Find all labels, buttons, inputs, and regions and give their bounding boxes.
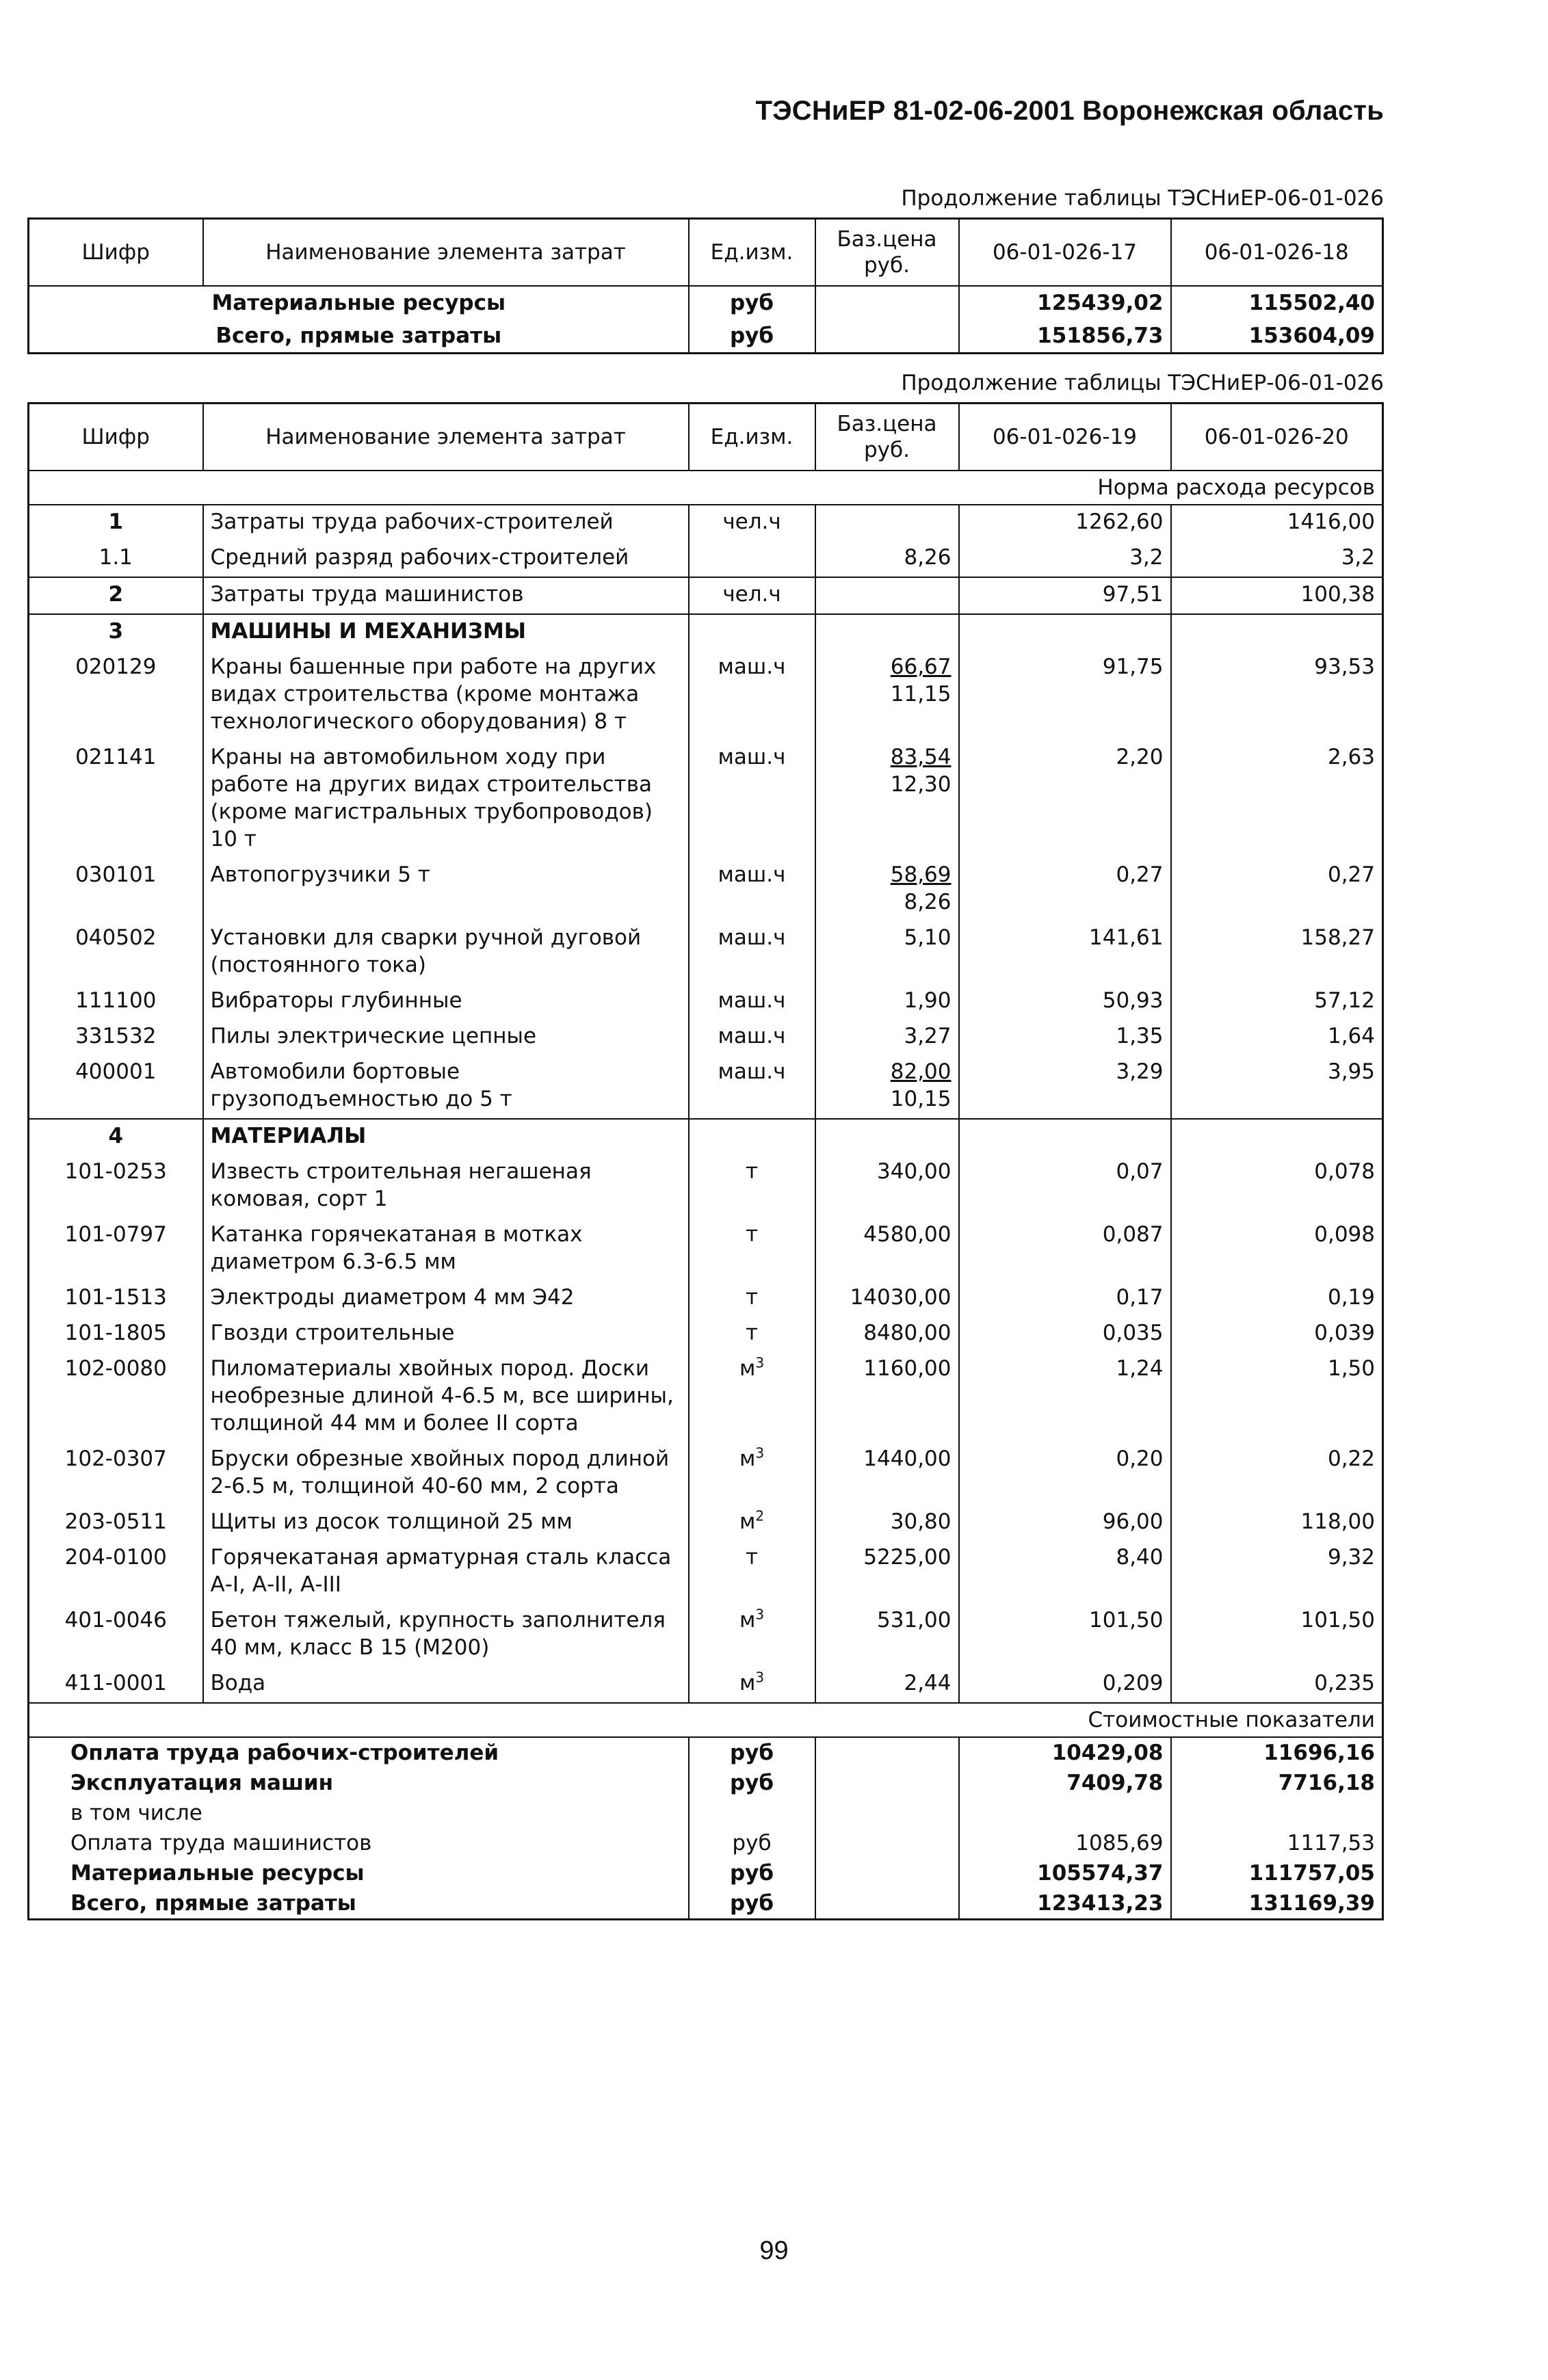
row-unit-superscript: 3 xyxy=(755,1669,765,1686)
row-value-b xyxy=(1171,614,1383,650)
row-price-value: 82,00 xyxy=(890,1059,952,1084)
cost-row-name: Эксплуатация машин xyxy=(29,1768,689,1798)
row-value-b: 115502,40 xyxy=(1171,286,1383,319)
cost-row-unit xyxy=(689,1798,815,1828)
row-unit xyxy=(689,541,815,577)
row-code: 401-0046 xyxy=(29,1604,203,1667)
cost-row-price xyxy=(815,1737,959,1768)
row-price-value: 2,44 xyxy=(904,1671,952,1695)
table-row xyxy=(29,1541,1383,1604)
cost-section-label: Стоимостные показатели xyxy=(29,1703,1383,1737)
row-code: 1 xyxy=(29,505,203,541)
row-price xyxy=(815,741,959,858)
document-title: ТЭСНиЕР 81-02-06-2001 Воронежская область xyxy=(755,96,1384,126)
row-code: 101-0253 xyxy=(29,1155,203,1218)
row-price-secondary: 8,26 xyxy=(904,890,952,914)
page-number: 99 xyxy=(759,2236,789,2265)
row-code: 1.1 xyxy=(29,541,203,577)
row-name: Затраты труда машинистов xyxy=(203,577,689,614)
row-unit-text: м xyxy=(739,1608,756,1632)
row-value-b: 0,039 xyxy=(1171,1317,1383,1352)
table-row xyxy=(29,286,1383,319)
row-value-a: 1262,60 xyxy=(959,505,1171,541)
row-value-a: 0,20 xyxy=(959,1442,1171,1505)
row-value-b: 118,00 xyxy=(1171,1505,1383,1541)
row-code: 020129 xyxy=(29,650,203,741)
row-price xyxy=(815,1604,959,1667)
row-price xyxy=(815,1119,959,1155)
row-code: 203-0511 xyxy=(29,1505,203,1541)
table-row xyxy=(29,1020,1383,1055)
row-price xyxy=(815,858,959,921)
table-row xyxy=(29,1218,1383,1281)
row-value-a: 141,61 xyxy=(959,921,1171,984)
row-code: 102-0307 xyxy=(29,1442,203,1505)
table-row xyxy=(29,1055,1383,1119)
row-unit-text: маш.ч xyxy=(718,654,786,679)
row-name: Затраты труда рабочих-строителей xyxy=(203,505,689,541)
cost-row-value-a: 1085,69 xyxy=(959,1828,1171,1858)
row-unit xyxy=(689,1281,815,1317)
row-name: Всего, прямые затраты xyxy=(29,319,689,354)
cost-row xyxy=(29,1737,1383,1768)
table-row xyxy=(29,1667,1383,1703)
row-price xyxy=(815,319,959,354)
row-value-b xyxy=(1171,1119,1383,1155)
cost-row xyxy=(29,1798,1383,1828)
row-price xyxy=(815,286,959,319)
cost-row-value-a: 7409,78 xyxy=(959,1768,1171,1798)
row-unit: руб xyxy=(689,319,815,354)
cost-row-value-b xyxy=(1171,1798,1383,1828)
row-value-b: 57,12 xyxy=(1171,984,1383,1020)
row-code: 030101 xyxy=(29,858,203,921)
row-value-b: 0,19 xyxy=(1171,1281,1383,1317)
row-code: 2 xyxy=(29,577,203,614)
row-value-b: 0,22 xyxy=(1171,1442,1383,1505)
row-price xyxy=(815,1442,959,1505)
cost-row-value-b: 11696,16 xyxy=(1171,1737,1383,1768)
row-value-a: 151856,73 xyxy=(959,319,1171,354)
cost-row-unit: руб xyxy=(689,1888,815,1920)
cost-row-name: Материальные ресурсы xyxy=(29,1858,689,1888)
row-value-a: 96,00 xyxy=(959,1505,1171,1541)
row-code: 3 xyxy=(29,614,203,650)
row-price xyxy=(815,650,959,741)
row-unit-superscript: 2 xyxy=(755,1507,765,1524)
cost-row xyxy=(29,1768,1383,1798)
row-value-b: 153604,09 xyxy=(1171,319,1383,354)
row-code: 111100 xyxy=(29,984,203,1020)
row-value-b: 100,38 xyxy=(1171,577,1383,614)
row-unit-text: т xyxy=(745,1545,759,1570)
row-value-b: 0,235 xyxy=(1171,1667,1383,1703)
row-unit-text: м xyxy=(739,1671,756,1695)
row-unit-text: т xyxy=(745,1222,759,1247)
row-value-b: 158,27 xyxy=(1171,921,1383,984)
row-code: 101-1805 xyxy=(29,1317,203,1352)
row-unit xyxy=(689,1218,815,1281)
row-unit xyxy=(689,1541,815,1604)
row-price-value: 30,80 xyxy=(890,1509,952,1534)
table1 xyxy=(27,217,1384,354)
row-name: МАШИНЫ И МЕХАНИЗМЫ xyxy=(203,614,689,650)
cost-row-value-a: 10429,08 xyxy=(959,1737,1171,1768)
row-unit-text: маш.ч xyxy=(718,1024,786,1048)
row-code: 040502 xyxy=(29,921,203,984)
table-row xyxy=(29,741,1383,858)
cost-row-value-b: 131169,39 xyxy=(1171,1888,1383,1920)
row-value-b: 0,078 xyxy=(1171,1155,1383,1218)
table-row xyxy=(29,1317,1383,1352)
row-name: Автопогрузчики 5 т xyxy=(203,858,689,921)
row-unit-text: маш.ч xyxy=(718,988,786,1013)
row-unit xyxy=(689,1119,815,1155)
row-value-a: 8,40 xyxy=(959,1541,1171,1604)
cost-row-name: Оплата труда рабочих-строителей xyxy=(29,1737,689,1768)
row-unit xyxy=(689,1055,815,1119)
row-unit xyxy=(689,650,815,741)
cost-row-unit: руб xyxy=(689,1737,815,1768)
row-value-a: 0,07 xyxy=(959,1155,1171,1218)
cost-row-value-a: 105574,37 xyxy=(959,1858,1171,1888)
row-unit-text: м xyxy=(739,1356,756,1381)
table-row xyxy=(29,1604,1383,1667)
row-name: Вибраторы глубинные xyxy=(203,984,689,1020)
col-price-header: Баз.цена руб. xyxy=(815,404,959,471)
cost-row xyxy=(29,1858,1383,1888)
row-unit xyxy=(689,858,815,921)
col-a-header: 06-01-026-17 xyxy=(959,219,1171,287)
cost-row-unit: руб xyxy=(689,1858,815,1888)
row-price xyxy=(815,505,959,541)
row-price-value: 5225,00 xyxy=(863,1545,952,1570)
row-unit xyxy=(689,741,815,858)
row-unit xyxy=(689,921,815,984)
row-value-b: 1,50 xyxy=(1171,1352,1383,1442)
row-value-b: 3,2 xyxy=(1171,541,1383,577)
col-name-header: Наименование элемента затрат xyxy=(203,219,689,287)
row-unit xyxy=(689,1667,815,1703)
row-value-b: 2,63 xyxy=(1171,741,1383,858)
row-price-secondary: 10,15 xyxy=(890,1087,952,1111)
cost-row-price xyxy=(815,1828,959,1858)
table1-header-row xyxy=(29,219,1383,287)
cost-row-price xyxy=(815,1768,959,1798)
row-name: Материальные ресурсы xyxy=(29,286,689,319)
row-price-value: 5,10 xyxy=(904,925,952,950)
row-price xyxy=(815,1317,959,1352)
row-price-secondary: 12,30 xyxy=(890,772,952,797)
norm-section-row xyxy=(29,471,1383,505)
cost-row-name: в том числе xyxy=(29,1798,689,1828)
cost-section-row xyxy=(29,1703,1383,1737)
row-name: Щиты из досок толщиной 25 мм xyxy=(203,1505,689,1541)
row-value-a: 0,087 xyxy=(959,1218,1171,1281)
row-price-value: 66,67 xyxy=(890,654,952,679)
table-row xyxy=(29,921,1383,984)
row-price xyxy=(815,1218,959,1281)
row-price xyxy=(815,1667,959,1703)
row-unit xyxy=(689,1020,815,1055)
row-unit-text: маш.ч xyxy=(718,1059,786,1084)
row-unit-text: т xyxy=(745,1321,759,1345)
row-unit-text: т xyxy=(745,1159,759,1184)
row-price xyxy=(815,1155,959,1218)
row-price xyxy=(815,1352,959,1442)
row-unit xyxy=(689,984,815,1020)
row-unit xyxy=(689,614,815,650)
row-name: Электроды диаметром 4 мм Э42 xyxy=(203,1281,689,1317)
col-price-header: Баз.цена руб. xyxy=(815,219,959,287)
row-value-a: 101,50 xyxy=(959,1604,1171,1667)
row-unit xyxy=(689,505,815,541)
table-row xyxy=(29,541,1383,577)
table-row xyxy=(29,577,1383,614)
cost-row xyxy=(29,1888,1383,1920)
table-row xyxy=(29,319,1383,354)
row-unit xyxy=(689,577,815,614)
row-value-a xyxy=(959,1119,1171,1155)
table1-continuation-caption: Продолжение таблицы ТЭСНиЕР-06-01-026 xyxy=(901,186,1384,211)
row-unit: руб xyxy=(689,286,815,319)
row-price xyxy=(815,1020,959,1055)
row-value-a: 50,93 xyxy=(959,984,1171,1020)
row-price-value: 83,54 xyxy=(890,745,952,769)
row-code: 021141 xyxy=(29,741,203,858)
table-row xyxy=(29,984,1383,1020)
table2-continuation-caption: Продолжение таблицы ТЭСНиЕР-06-01-026 xyxy=(901,371,1384,395)
row-price xyxy=(815,984,959,1020)
row-name: Вода xyxy=(203,1667,689,1703)
row-unit-text: маш.ч xyxy=(718,745,786,769)
row-value-a: 125439,02 xyxy=(959,286,1171,319)
row-value-a: 1,35 xyxy=(959,1020,1171,1055)
row-name: Катанка горячекатаная в мотках диаметром 6.3-6.5 мм xyxy=(203,1218,689,1281)
row-unit-superscript: 3 xyxy=(755,1606,765,1623)
row-value-a: 1,24 xyxy=(959,1352,1171,1442)
row-price-value: 1160,00 xyxy=(863,1356,952,1381)
cost-row-value-b: 1117,53 xyxy=(1171,1828,1383,1858)
row-name: Бетон тяжелый, крупность заполнителя 40 мм, класс В 15 (М200) xyxy=(203,1604,689,1667)
row-price-value: 14030,00 xyxy=(850,1285,952,1310)
row-code: 101-0797 xyxy=(29,1218,203,1281)
cost-row-value-a xyxy=(959,1798,1171,1828)
cost-row-unit: руб xyxy=(689,1828,815,1858)
table-row xyxy=(29,505,1383,541)
table-row xyxy=(29,1281,1383,1317)
cost-row-value-b: 111757,05 xyxy=(1171,1858,1383,1888)
col-code-header: Шифр xyxy=(29,404,203,471)
row-price xyxy=(815,577,959,614)
row-unit-superscript: 3 xyxy=(755,1444,765,1462)
row-price xyxy=(815,541,959,577)
row-unit-text: чел.ч xyxy=(722,510,781,534)
row-name: Пиломатериалы хвойных пород. Доски необрезные длиной 4-6.5 м, все ширины, толщиной 44 мм и более II сорта xyxy=(203,1352,689,1442)
row-value-a: 91,75 xyxy=(959,650,1171,741)
row-value-a: 97,51 xyxy=(959,577,1171,614)
row-name: Краны на автомобильном ходу при работе на других видах строительства (кроме магистральных трубопроводов) 10 т xyxy=(203,741,689,858)
row-unit xyxy=(689,1442,815,1505)
row-value-a xyxy=(959,614,1171,650)
row-name: Гвозди строительные xyxy=(203,1317,689,1352)
row-price xyxy=(815,1055,959,1119)
row-name: Пилы электрические цепные xyxy=(203,1020,689,1055)
table-row xyxy=(29,650,1383,741)
row-price xyxy=(815,614,959,650)
row-code: 400001 xyxy=(29,1055,203,1119)
table-row xyxy=(29,1505,1383,1541)
row-value-b: 93,53 xyxy=(1171,650,1383,741)
row-name: Горячекатаная арматурная сталь класса А-I, А-II, А-III xyxy=(203,1541,689,1604)
cost-row-unit: руб xyxy=(689,1768,815,1798)
row-unit-text: м xyxy=(739,1509,756,1534)
col-unit-header: Ед.изм. xyxy=(689,219,815,287)
row-value-b: 1416,00 xyxy=(1171,505,1383,541)
row-value-b: 0,27 xyxy=(1171,858,1383,921)
row-price xyxy=(815,921,959,984)
table-row xyxy=(29,1442,1383,1505)
row-price-value: 4580,00 xyxy=(863,1222,952,1247)
table2-header-row xyxy=(29,404,1383,471)
col-name-header: Наименование элемента затрат xyxy=(203,404,689,471)
row-unit-text: т xyxy=(745,1285,759,1310)
cost-row-name: Оплата труда машинистов xyxy=(29,1828,689,1858)
row-unit-text: чел.ч xyxy=(722,582,781,607)
cost-row-value-b: 7716,18 xyxy=(1171,1768,1383,1798)
row-value-b: 101,50 xyxy=(1171,1604,1383,1667)
col-code-header: Шифр xyxy=(29,219,203,287)
table-row xyxy=(29,858,1383,921)
row-price-secondary: 11,15 xyxy=(890,682,952,706)
row-price-value: 8,26 xyxy=(904,545,952,570)
row-price-value: 1440,00 xyxy=(863,1446,952,1471)
row-price-value: 531,00 xyxy=(877,1608,952,1632)
col-b-header: 06-01-026-18 xyxy=(1171,219,1383,287)
row-price xyxy=(815,1281,959,1317)
row-value-b: 9,32 xyxy=(1171,1541,1383,1604)
row-code: 4 xyxy=(29,1119,203,1155)
table-row xyxy=(29,614,1383,650)
row-code: 331532 xyxy=(29,1020,203,1055)
table-row xyxy=(29,1119,1383,1155)
cost-row-price xyxy=(815,1888,959,1920)
row-name: Бруски обрезные хвойных пород длиной 2-6.5 м, толщиной 40-60 мм, 2 сорта xyxy=(203,1442,689,1505)
cost-row-price xyxy=(815,1798,959,1828)
col-b-header: 06-01-026-20 xyxy=(1171,404,1383,471)
row-code: 102-0080 xyxy=(29,1352,203,1442)
row-name: МАТЕРИАЛЫ xyxy=(203,1119,689,1155)
row-code: 411-0001 xyxy=(29,1667,203,1703)
row-unit xyxy=(689,1505,815,1541)
row-unit-text: маш.ч xyxy=(718,925,786,950)
table-row xyxy=(29,1155,1383,1218)
col-unit-header: Ед.изм. xyxy=(689,404,815,471)
cost-row-value-a: 123413,23 xyxy=(959,1888,1171,1920)
row-value-a: 2,20 xyxy=(959,741,1171,858)
row-value-a: 0,035 xyxy=(959,1317,1171,1352)
row-value-a: 0,27 xyxy=(959,858,1171,921)
cost-row-name: Всего, прямые затраты xyxy=(29,1888,689,1920)
row-value-a: 3,2 xyxy=(959,541,1171,577)
row-name: Средний разряд рабочих-строителей xyxy=(203,541,689,577)
cost-row xyxy=(29,1828,1383,1858)
row-unit xyxy=(689,1604,815,1667)
col-a-header: 06-01-026-19 xyxy=(959,404,1171,471)
table-row xyxy=(29,1352,1383,1442)
row-price xyxy=(815,1505,959,1541)
row-unit xyxy=(689,1352,815,1442)
row-value-b: 0,098 xyxy=(1171,1218,1383,1281)
row-price-value: 1,90 xyxy=(904,988,952,1013)
norm-section-label: Норма расхода ресурсов xyxy=(29,471,1383,505)
row-name: Известь строительная негашеная комовая, сорт 1 xyxy=(203,1155,689,1218)
row-name: Автомобили бортовые грузоподъемностью до 5 т xyxy=(203,1055,689,1119)
row-unit-superscript: 3 xyxy=(755,1354,765,1371)
row-value-a: 3,29 xyxy=(959,1055,1171,1119)
row-price xyxy=(815,1541,959,1604)
row-value-a: 0,209 xyxy=(959,1667,1171,1703)
row-unit-text: м xyxy=(739,1446,756,1471)
table2 xyxy=(27,402,1384,1920)
row-code: 101-1513 xyxy=(29,1281,203,1317)
row-price-value: 8480,00 xyxy=(863,1321,952,1345)
row-name: Краны башенные при работе на других видах строительства (кроме монтажа технологического оборудования) 8 т xyxy=(203,650,689,741)
row-value-b: 1,64 xyxy=(1171,1020,1383,1055)
row-value-b: 3,95 xyxy=(1171,1055,1383,1119)
row-unit xyxy=(689,1155,815,1218)
row-unit xyxy=(689,1317,815,1352)
row-name: Установки для сварки ручной дуговой (постоянного тока) xyxy=(203,921,689,984)
row-price-value: 340,00 xyxy=(877,1159,952,1184)
row-unit-text: маш.ч xyxy=(718,862,786,887)
cost-row-price xyxy=(815,1858,959,1888)
row-price-value: 58,69 xyxy=(890,862,952,887)
row-code: 204-0100 xyxy=(29,1541,203,1604)
row-price-value: 3,27 xyxy=(904,1024,952,1048)
row-value-a: 0,17 xyxy=(959,1281,1171,1317)
